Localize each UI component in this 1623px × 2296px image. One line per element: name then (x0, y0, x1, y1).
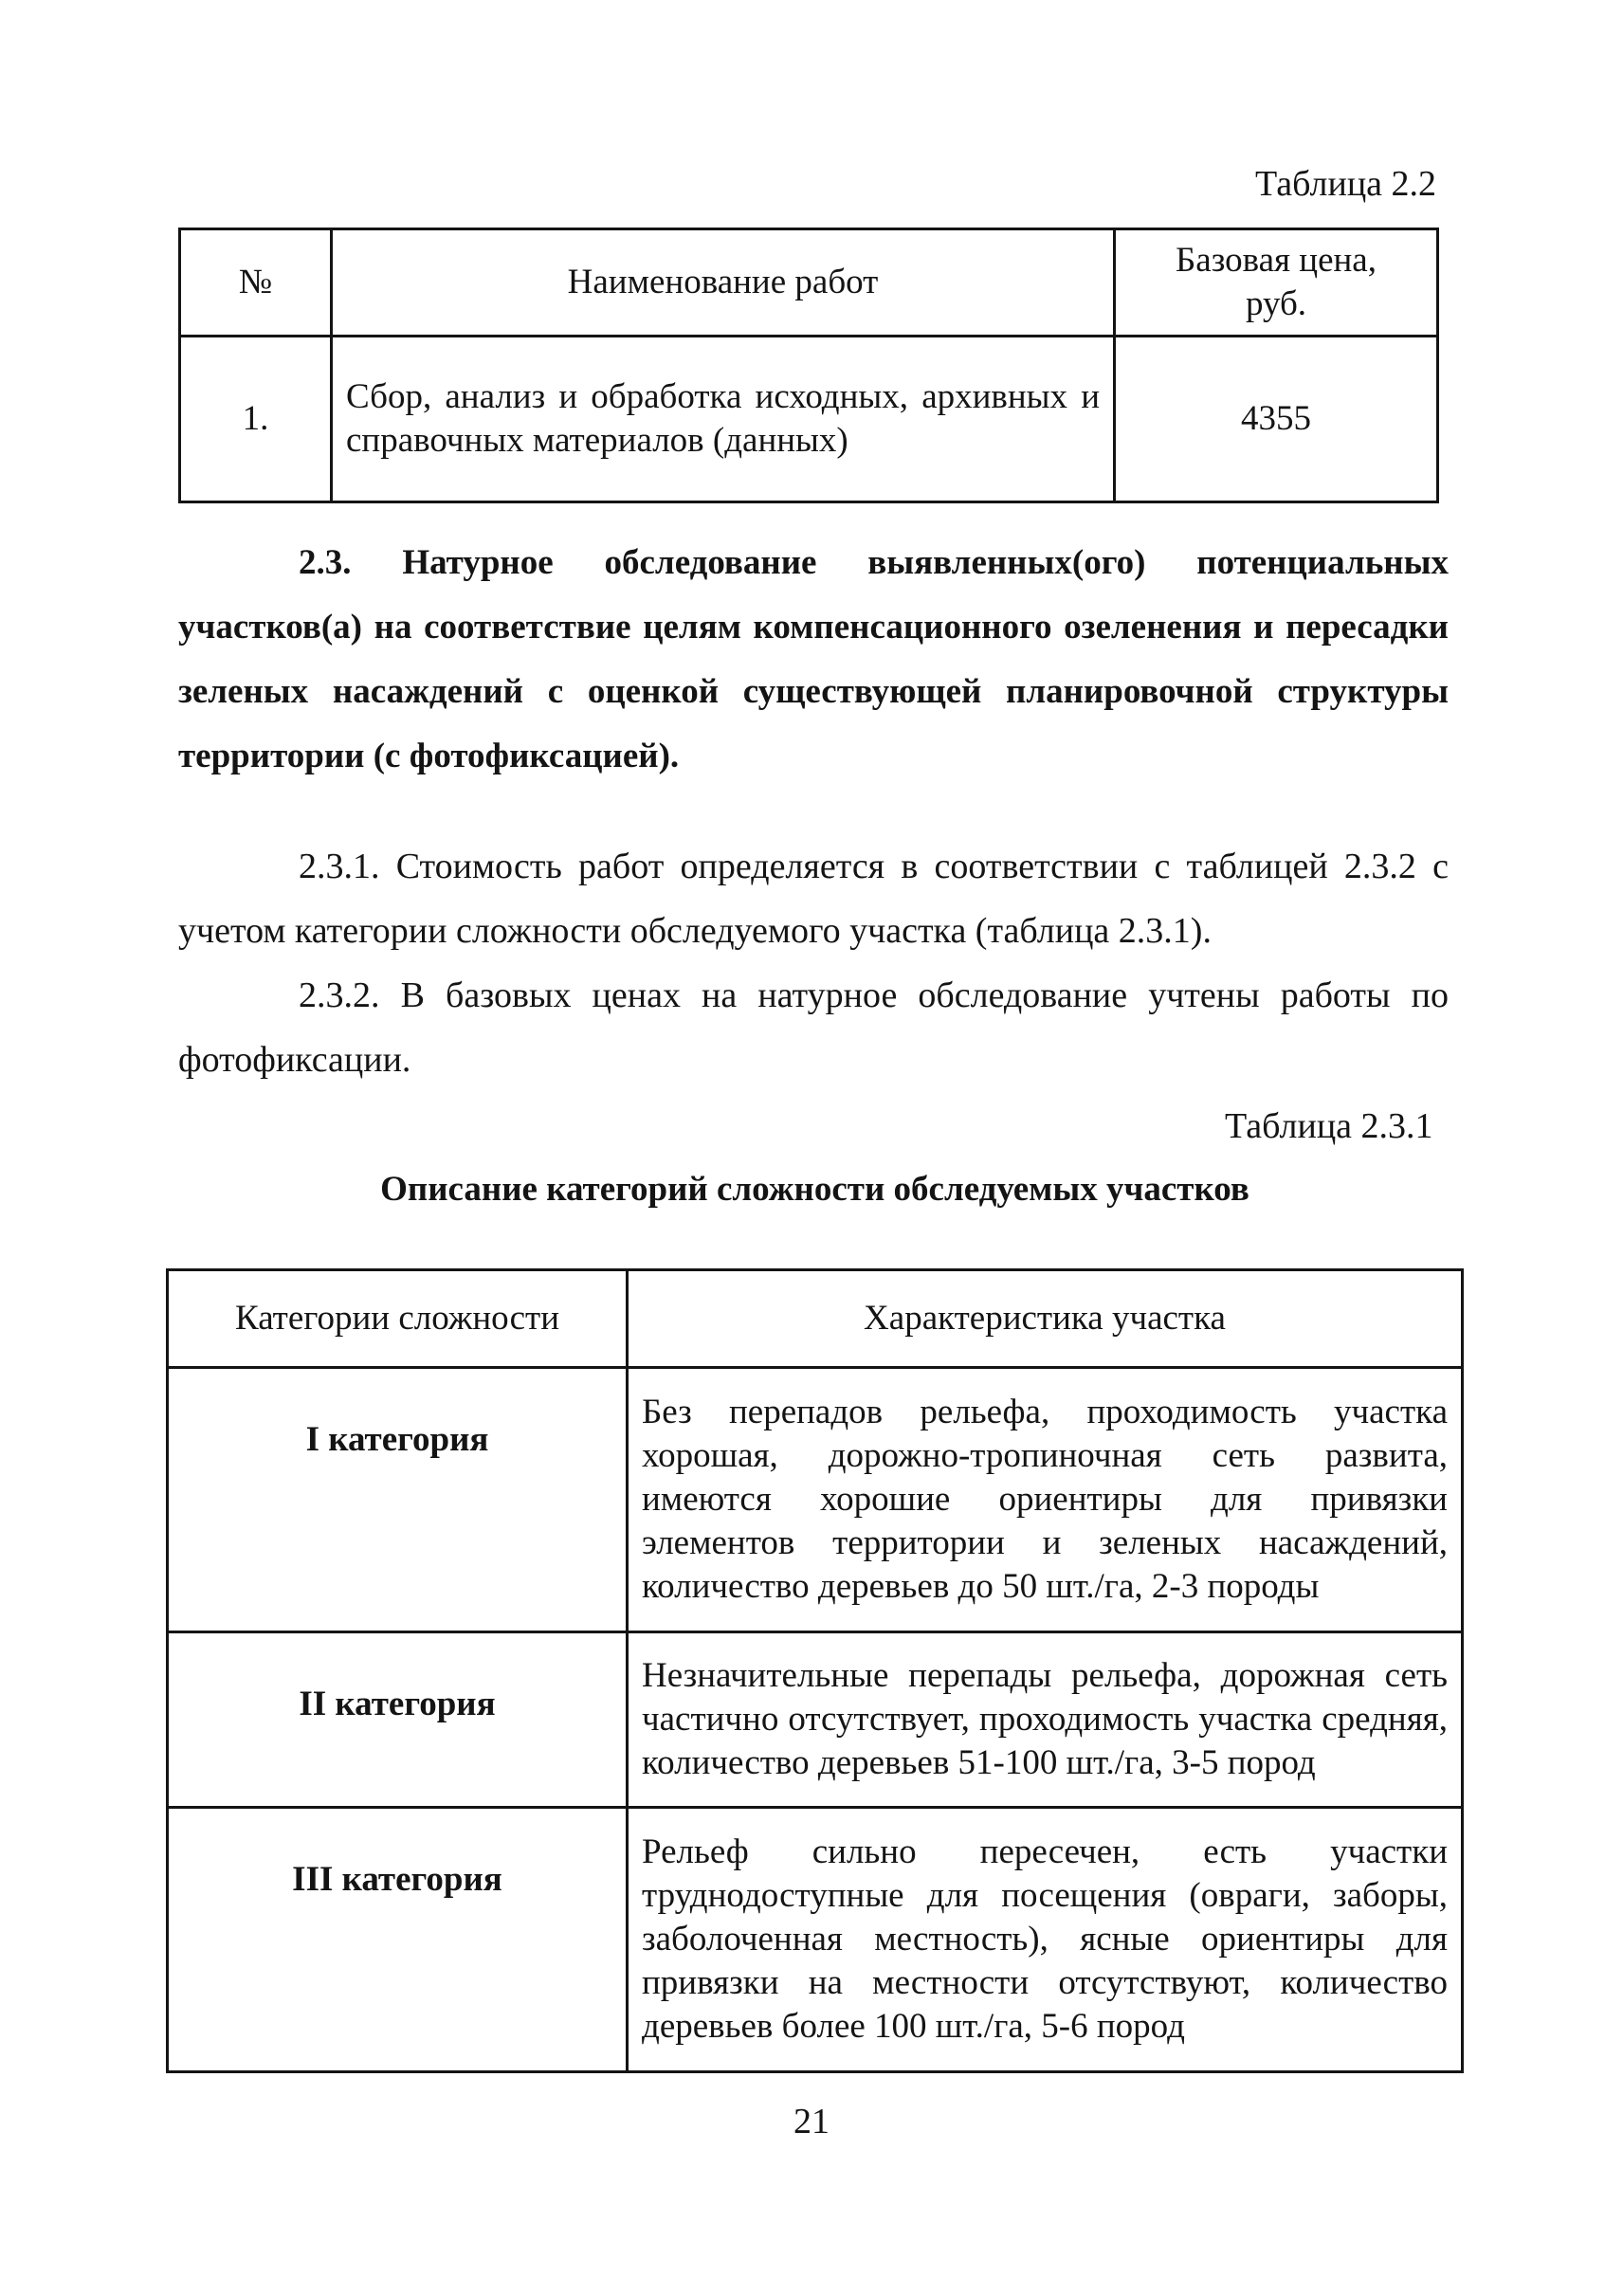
header-number: № (180, 229, 332, 337)
description-cell: Незначительные перепады рельефа, дорожная сеть частично отсутствует, проходимость участка средняя, количество деревьев 51-100 шт./га, 3-5 пород (628, 1632, 1463, 1808)
category-cell: III категория (168, 1808, 628, 2072)
category-cell: I категория (168, 1368, 628, 1632)
table-row (180, 337, 1438, 502)
table-2-2-caption: Таблица 2.2 (1255, 164, 1437, 204)
paragraph-2-3-1: 2.3.1. Стоимость работ определяется в соответствии с таблицей 2.3.2 с учетом категории сложности обследуемого участка (таблица 2.3.1). (178, 847, 1449, 951)
page-number: 21 (793, 2102, 830, 2141)
paragraph-2-3-2: 2.3.2. В базовых ценах на натурное обследование учтены работы по фотофиксации. (178, 975, 1449, 1080)
category-cell: II категория (168, 1632, 628, 1808)
table-row (168, 1368, 1463, 1632)
header-base-price: Базовая цена, руб. (1115, 229, 1438, 337)
table-header-row (168, 1270, 1463, 1368)
table-row (168, 1808, 1463, 2072)
description-cell: Рельеф сильно пересечен, есть участки труднодоступные для посещения (овраги, заборы, заболоченная местность), ясные ориентиры для привязки на местности отсутствуют, количество деревьев более 100 шт./га, 5-6 пород (628, 1808, 1463, 2072)
table-row (168, 1632, 1463, 1808)
row-work-name: Сбор, анализ и обработка исходных, архивных и справочных материалов (данных) (332, 337, 1115, 502)
table-2-2 (178, 228, 1439, 503)
header-characteristic: Характеристика участка (628, 1270, 1463, 1368)
table-2-3-1-caption: Таблица 2.3.1 (1225, 1106, 1433, 1146)
table-2-3-1 (166, 1268, 1464, 2073)
row-price: 4355 (1115, 337, 1438, 502)
table-2-3-1-title: Описание категорий сложности обследуемых участков (380, 1170, 1249, 1209)
row-number: 1. (180, 337, 332, 502)
description-cell: Без перепадов рельефа, проходимость участка хорошая, дорожно-тропиночная сеть развита, имеются хорошие ориентиры для привязки элементов территории и зеленых насаждений, количество деревьев до 50 шт./га, 2-3 породы (628, 1368, 1463, 1632)
header-category: Категории сложности (168, 1270, 628, 1368)
header-work-name: Наименование работ (332, 229, 1115, 337)
table-header-row (180, 229, 1438, 337)
section-heading: 2.3. Натурное обследование выявленных(ого) потенциальных участков(а) на соответствие целям компенсационного озеленения и пересадки зеленых насаждений с оценкой существующей планировочной структуры территории (с фотофиксацией). (178, 543, 1449, 775)
